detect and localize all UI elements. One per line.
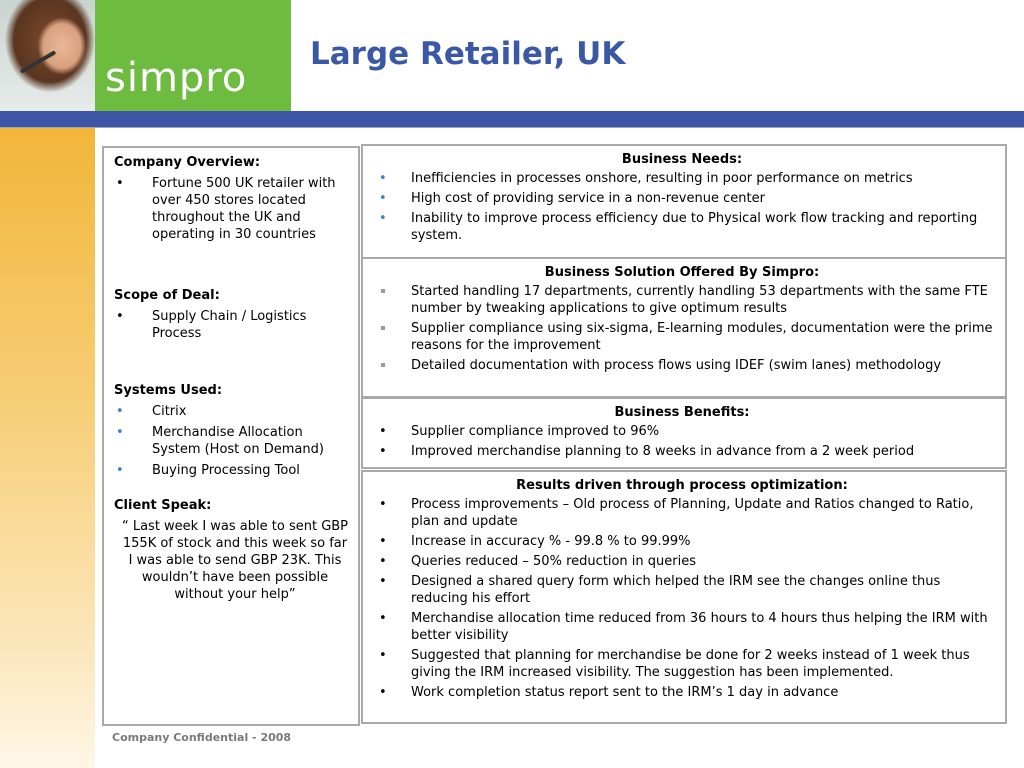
list-item: • Supply Chain / Logistics Process <box>114 308 350 342</box>
results-list <box>371 496 993 701</box>
list-item: • Inability to improve process efficiency due to Physical work flow tracking and reporting system. <box>371 210 993 244</box>
results-heading: Results driven through process optimization: <box>516 478 848 493</box>
page-title: Large Retailer, UK <box>310 36 626 72</box>
company-overview-heading: Company Overview: <box>114 155 261 170</box>
list-item: • Supplier compliance improved to 96% <box>371 423 993 440</box>
business-needs-heading: Business Needs: <box>621 152 743 167</box>
header-rule <box>0 127 1024 128</box>
systems-list <box>114 403 350 479</box>
business-benefits-list <box>371 423 993 460</box>
business-solution-list <box>371 283 993 374</box>
business-benefits-heading: Business Benefits: <box>614 405 750 420</box>
headset-mic <box>20 50 57 73</box>
footer-confidential: Company Confidential - 2008 <box>112 731 292 744</box>
client-quote: “ Last week I was able to sent GBP 155K of stock and this week so far I was able to send GBP 23K. This wouldn’t have been possible without your help” <box>121 519 349 602</box>
business-solution-heading: Business Solution Offered By Simpro: <box>544 265 820 280</box>
business-benefits-panel <box>361 397 1007 469</box>
logo-panel <box>95 0 291 111</box>
simpro-logo: simpro <box>105 55 248 101</box>
list-item: • Inefficiencies in processes onshore, resulting in poor performance on metrics <box>371 170 993 187</box>
list-item: • Merchandise allocation time reduced from 36 hours to 4 hours thus helping the IRM with better visibility <box>371 610 993 644</box>
business-needs-list <box>371 170 993 244</box>
list-item: Supplier compliance using six-sigma, E-learning modules, documentation were the prime reasons for the improvement <box>371 320 993 354</box>
side-gradient-stripe <box>0 128 95 768</box>
list-item: • Increase in accuracy % - 99.8 % to 99.99% <box>371 533 993 550</box>
list-item: • High cost of providing service in a non-revenue center <box>371 190 993 207</box>
list-item: • Fortune 500 UK retailer with over 450 stores located throughout the UK and operating in 30 countries <box>114 175 350 243</box>
list-item: • Queries reduced – 50% reduction in queries <box>371 553 993 570</box>
list-item: • Suggested that planning for merchandise be done for 2 weeks instead of 1 week thus giving the IRM increased visibility. The suggestion has been implemented. <box>371 647 993 681</box>
business-needs-panel <box>361 144 1007 259</box>
client-speak-heading: Client Speak: <box>114 498 212 513</box>
list-item: • Citrix <box>114 403 350 420</box>
overview-panel <box>102 146 360 726</box>
list-item: • Merchandise Allocation System (Host on Demand) <box>114 424 350 458</box>
list-item: • Process improvements – Old process of Planning, Update and Ratios changed to Ratio, plan and update <box>371 496 993 530</box>
list-item: • Work completion status report sent to the IRM’s 1 day in advance <box>371 684 993 701</box>
list-item: • Designed a shared query form which helped the IRM see the changes online thus reducing his effort <box>371 573 993 607</box>
scope-list <box>114 308 350 342</box>
business-solution-panel <box>361 257 1007 398</box>
agent-photo <box>0 0 95 111</box>
scope-heading: Scope of Deal: <box>114 288 220 303</box>
header-band <box>0 111 1024 127</box>
list-item: Detailed documentation with process flows using IDEF (swim lanes) methodology <box>371 357 993 374</box>
list-item: • Improved merchandise planning to 8 weeks in advance from a 2 week period <box>371 443 993 460</box>
systems-heading: Systems Used: <box>114 383 223 398</box>
list-item: • Buying Processing Tool <box>114 462 350 479</box>
company-overview-list <box>114 175 350 243</box>
list-item: Started handling 17 departments, currently handling 53 departments with the same FTE number by tweaking applications to give optimum results <box>371 283 993 317</box>
results-panel <box>361 470 1007 724</box>
